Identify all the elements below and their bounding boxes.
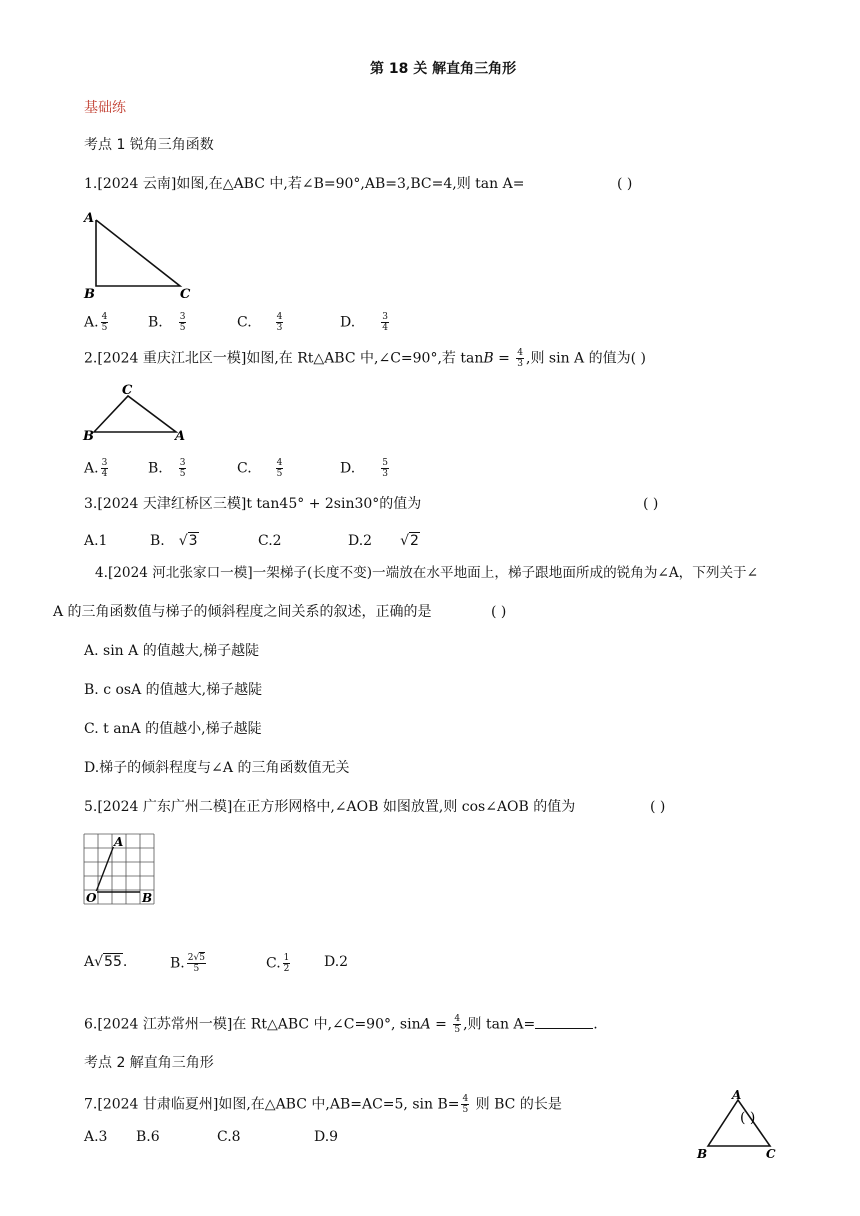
q1-label-a: A [84, 211, 95, 226]
q4-option-d: D.梯子的倾斜程度与∠A 的三角函数值无关 [84, 760, 350, 776]
page-title: 第 18 关 解直角三角形 [370, 61, 517, 77]
q2-option-b: B. $\frac{3}{5}$ [148, 458, 186, 479]
q7-option-a: A.3 [84, 1129, 108, 1145]
topic-2-heading: 考点 2 解直角三角形 [84, 1055, 214, 1071]
q7-option-c: C.8 [217, 1129, 241, 1145]
q1-triangle-figure [80, 208, 200, 300]
q2-option-a: A. $\frac{3}{4}$ [84, 458, 108, 479]
q1-option-d: D. $\frac{3}{4}$ [340, 312, 388, 333]
q4-answer-paren: ( ) [491, 604, 507, 620]
q7-stem: 7.[2024 甘肃临夏州]如图,在△ABC 中,AB=AC=5, sin B= $\frac{4}{5}$ 则 BC 的长是 [84, 1094, 562, 1115]
q7-label-c: C [766, 1147, 776, 1161]
q2-option-c: C. $\frac{4}{5}$ [237, 458, 283, 479]
q2-option-d: D. $\frac{5}{3}$ [340, 458, 388, 479]
q5-answer-paren: ( ) [650, 799, 666, 815]
q4-option-c: C. t anA 的值越小,梯子越陡 [84, 721, 262, 737]
q5-option-a: A√55. [84, 954, 128, 970]
q5-option-c: C. $\frac{1}{2}$ [266, 953, 290, 974]
q5-label-o: O [86, 891, 97, 905]
q2-label-c: C [122, 383, 133, 398]
q6-answer-blank[interactable] [535, 1016, 593, 1029]
q7-option-d: D.9 [314, 1129, 339, 1145]
q1-label-c: C [180, 287, 191, 300]
q5-option-d: D.2 [324, 954, 349, 970]
q7-triangle-figure [694, 1088, 786, 1162]
q3-answer-paren: ( ) [643, 496, 659, 512]
q2-label-b: B [83, 429, 94, 444]
q7-label-a: A [732, 1088, 742, 1102]
section-label: 基础练 [84, 100, 126, 116]
q1-option-a: A. $\frac{4}{5}$ [84, 312, 108, 333]
q1-label-b: B [84, 287, 95, 300]
topic-1-heading: 考点 1 锐角三角函数 [84, 137, 214, 153]
q4-option-b: B. c osA 的值越大,梯子越陡 [84, 682, 263, 698]
q1-stem: 1.[2024 云南]如图,在△ABC 中,若∠B=90°,AB=3,BC=4,则 tan A= [84, 176, 525, 192]
q4-option-a: A. sin A 的值越大,梯子越陡 [84, 643, 260, 659]
q7-option-b: B.6 [136, 1129, 160, 1145]
q5-stem: 5.[2024 广东广州二模]在正方形网格中,∠AOB 如图放置,则 cos∠AOB 的值为 [84, 799, 576, 815]
q7-answer-paren: ( ) [740, 1110, 756, 1126]
q2-triangle-figure [80, 382, 200, 446]
q5-label-a: A [114, 835, 124, 849]
q5-label-b: B [142, 891, 153, 905]
q3-option-a: A.1 [84, 533, 108, 549]
q7-label-b: B [697, 1147, 708, 1161]
q6-stem: 6.[2024 江苏常州一模]在 Rt△ABC 中,∠C=90°, sinA = $\frac{4}{5}$ ,则 tan A= . [84, 1014, 598, 1035]
q2-stem: 2.[2024 重庆江北区一模]如图,在 Rt△ABC 中,∠C=90°,若 tanB = $\frac{4}{3}$ ,则 sin A 的值为( ) [84, 348, 646, 369]
q4-stem-line2: A 的三角函数值与梯子的倾斜程度之间关系的叙述，正确的是 [53, 604, 432, 620]
q3-option-c: C.2 [258, 533, 282, 549]
q5-grid-figure [82, 832, 158, 906]
q2-label-a: A [175, 429, 186, 444]
q3-stem: 3.[2024 天津红桥区三模]t tan45° + 2sin30°的值为 [84, 496, 422, 512]
q1-option-c: C. $\frac{4}{3}$ [237, 312, 283, 333]
q5-option-b: B. $\frac{2√5}{5}$ [170, 953, 205, 974]
q1-answer-paren: ( ) [617, 176, 633, 192]
q1-option-b: B. $\frac{3}{5}$ [148, 312, 186, 333]
q3-option-d: D.2 √2 [348, 533, 419, 549]
q4-stem-line1: 4.[2024 河北张家口一模]一架梯子(长度不变)一端放在水平地面上，梯子跟地面所成的锐角为∠A，下列关于∠ [95, 565, 759, 581]
q3-option-b: B. √3 [150, 533, 198, 549]
